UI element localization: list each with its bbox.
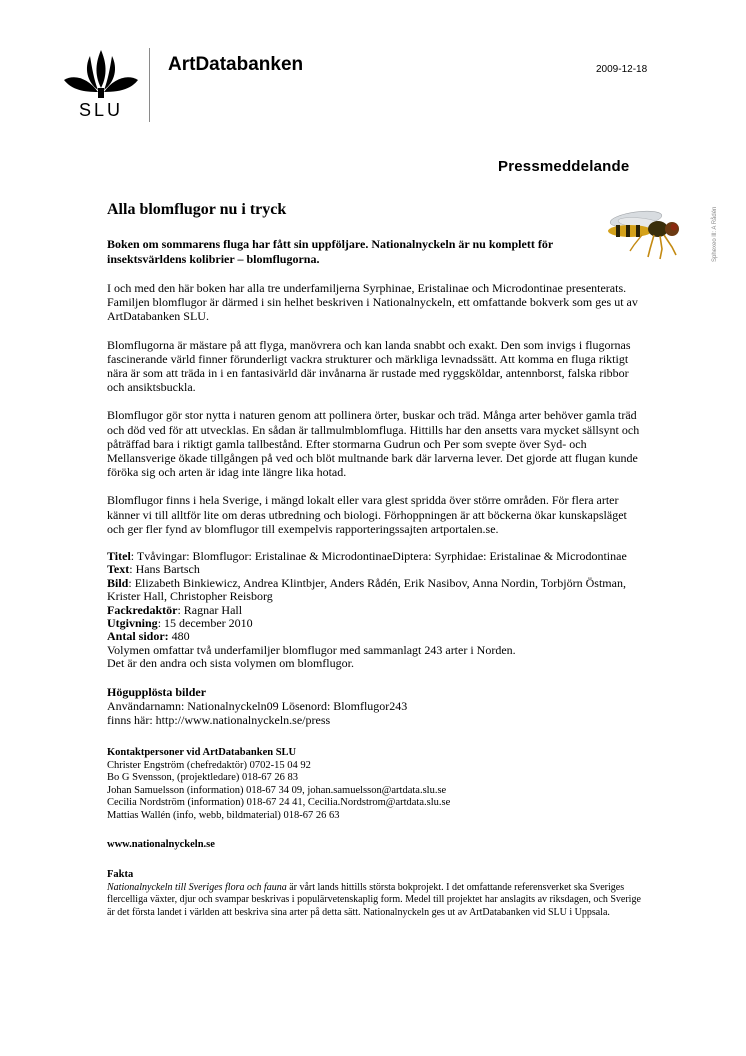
article-paragraph: Blomflugorna är mästare på att flyga, manövrera och kan landa snabbt och exakt. Den som invigs i flugornas fascinerande värld finner förunderligt vackra strukturer och märkliga levnadssätt. Att komma en fluga riktigt nära är som att träda in i en fantasivärld där invånarna är rustade med ryggsköldar, antennborst, falska ribbor och ansiktsbuckla. bbox=[107, 337, 631, 395]
book-note: Volymen omfattar två underfamiljer blomflugor med sammanlagt 243 arter i Norden. bbox=[107, 642, 516, 657]
document-date: 2009-12-18 bbox=[596, 64, 648, 75]
images-credentials: Användarnamn: Nationalnyckeln09 Lösenord: Blomflugor243 bbox=[107, 698, 408, 713]
book-release-label: Utgivning bbox=[107, 616, 158, 631]
article-paragraph: Blomflugor finns i hela Sverige, i mängd lokalt eller vara glest spridda över större områden. För flera arter känner vi till alltför lite om deras utbredning och biologi. Förhoppningen är att böckerna ökar kunskapsläget och ger fler fynd av blomflugor till exempelvis rapporteringssajten artportalen.se. bbox=[107, 493, 627, 536]
org-name: ArtDatabanken bbox=[168, 54, 304, 75]
book-editor-row bbox=[107, 604, 647, 617]
book-text-row bbox=[107, 563, 647, 576]
photo-credit: Sphexeo lll: A Rådén bbox=[712, 206, 718, 262]
contact-person: Cecilia Nordström (information) 018-67 24 41, Cecilia.Nordstrom@artdata.slu.se bbox=[107, 797, 451, 809]
contact-person: Johan Samuelsson (information) 018-67 34 09, johan.samuelsson@artdata.slu.se bbox=[107, 784, 447, 796]
fakta-series-name: Nationalnyckeln till Sveriges flora och fauna bbox=[107, 881, 287, 893]
contact-person: Bo G Svensson, (projektledare) 018-67 26 83 bbox=[107, 772, 299, 784]
contacts-heading: Kontaktpersoner vid ArtDatabanken SLU bbox=[107, 747, 297, 759]
book-pages-value: 480 bbox=[168, 629, 190, 644]
contacts-section bbox=[107, 747, 647, 823]
fakta-text bbox=[107, 882, 647, 919]
fakta-section bbox=[107, 869, 647, 919]
images-location: finns här: http://www.nationalnyckeln.se/press bbox=[107, 712, 331, 727]
book-release-row bbox=[107, 617, 647, 630]
images-heading: Högupplösta bilder bbox=[107, 684, 207, 699]
book-image-label: Bild bbox=[107, 575, 129, 590]
logo-text: SLU bbox=[78, 100, 123, 120]
fakta-description: är vårt lands hittills största bokprojekt. I det omfattande referensverket ska Sveriges flercelliga växter, djur och svampar beskrivas i populärvetenskaplig form. Medel till projektet har anslagits av riksdagen, och Sverige är det första landet i världen att beskriva sina arter på detta sätt. Nationalnyckeln ges ut av ArtDatabanken vid SLU i Uppsala. bbox=[107, 881, 641, 918]
book-title-label: Titel bbox=[107, 549, 131, 564]
book-note: Det är den andra och sista volymen om blomflugor. bbox=[107, 656, 354, 671]
book-pages-label: Antal sidor: bbox=[107, 629, 169, 644]
book-facts bbox=[107, 550, 647, 671]
article-paragraph: Blomflugor gör stor nytta i naturen genom att pollinera örter, buskar och träd. Många arter behöver gamla träd och död ved för att utvecklas. En sådan är tallmulmblomfluga. Hittills har den ansetts vara mycket sällsynt och påträffad bara i riktigt gamla tallbestånd. Efter stormarna Gudrun och Per som svepte över Syd- och Mellansverige ökade tillgången på ved och blöt multnande bark där larverna lever. Det gjorde att flugan kunde föröka sig och arten är idag inte längre lika hotad. bbox=[107, 408, 640, 480]
document-type: Pressmeddelande bbox=[498, 158, 630, 175]
slu-leaf-icon bbox=[60, 48, 142, 100]
book-text-label: Text bbox=[107, 562, 130, 577]
slu-logo bbox=[60, 48, 142, 122]
book-title-value: : Tvåvingar: Blomflugor: Eristalinae & MicrodontinaeDiptera: Syrphidae: Eristalinae & Microdontinae bbox=[130, 549, 627, 564]
book-pages-row bbox=[107, 630, 647, 643]
press-release-body bbox=[107, 200, 647, 931]
book-title-row bbox=[107, 550, 647, 563]
images-section bbox=[107, 685, 647, 727]
book-editor-value: : Ragnar Hall bbox=[177, 602, 243, 617]
article-paragraph: I och med den här boken har alla tre underfamiljerna Syrphinae, Eristalinae och Microdontinae presenterats. Familjen blomflugor är därmed i sin helhet beskriven i Nationalnyckeln, ett omfattande bokverk som ges ut av ArtDatabanken SLU. bbox=[107, 281, 638, 324]
header-divider bbox=[149, 48, 150, 122]
book-image-value: : Elizabeth Binkiewicz, Andrea Klintbjer, Anders Rådén, Erik Nasibov, Anna Nordin, Torbjörn Östman, Krister Hall, Christopher Reisborg bbox=[107, 575, 626, 604]
website-link[interactable]: www.nationalnyckeln.se bbox=[107, 838, 215, 850]
book-text-value: : Hans Bartsch bbox=[129, 562, 200, 577]
fakta-heading: Fakta bbox=[107, 869, 134, 881]
article-lead: Boken om sommarens fluga har fått sin uppföljare. Nationalnyckeln är nu komplett för insektsvärldens kolibrier – blomflugorna. bbox=[107, 237, 553, 266]
contact-person: Mattias Wallén (info, webb, bildmaterial) 018-67 26 63 bbox=[107, 810, 340, 822]
book-editor-label: Fackredaktör bbox=[107, 602, 178, 617]
article-title: Alla blomflugor nu i tryck bbox=[107, 201, 287, 218]
contact-person: Christer Engström (chefredaktör) 0702-15 04 92 bbox=[107, 759, 311, 771]
book-image-row bbox=[107, 577, 647, 604]
book-release-value: : 15 december 2010 bbox=[157, 616, 253, 631]
